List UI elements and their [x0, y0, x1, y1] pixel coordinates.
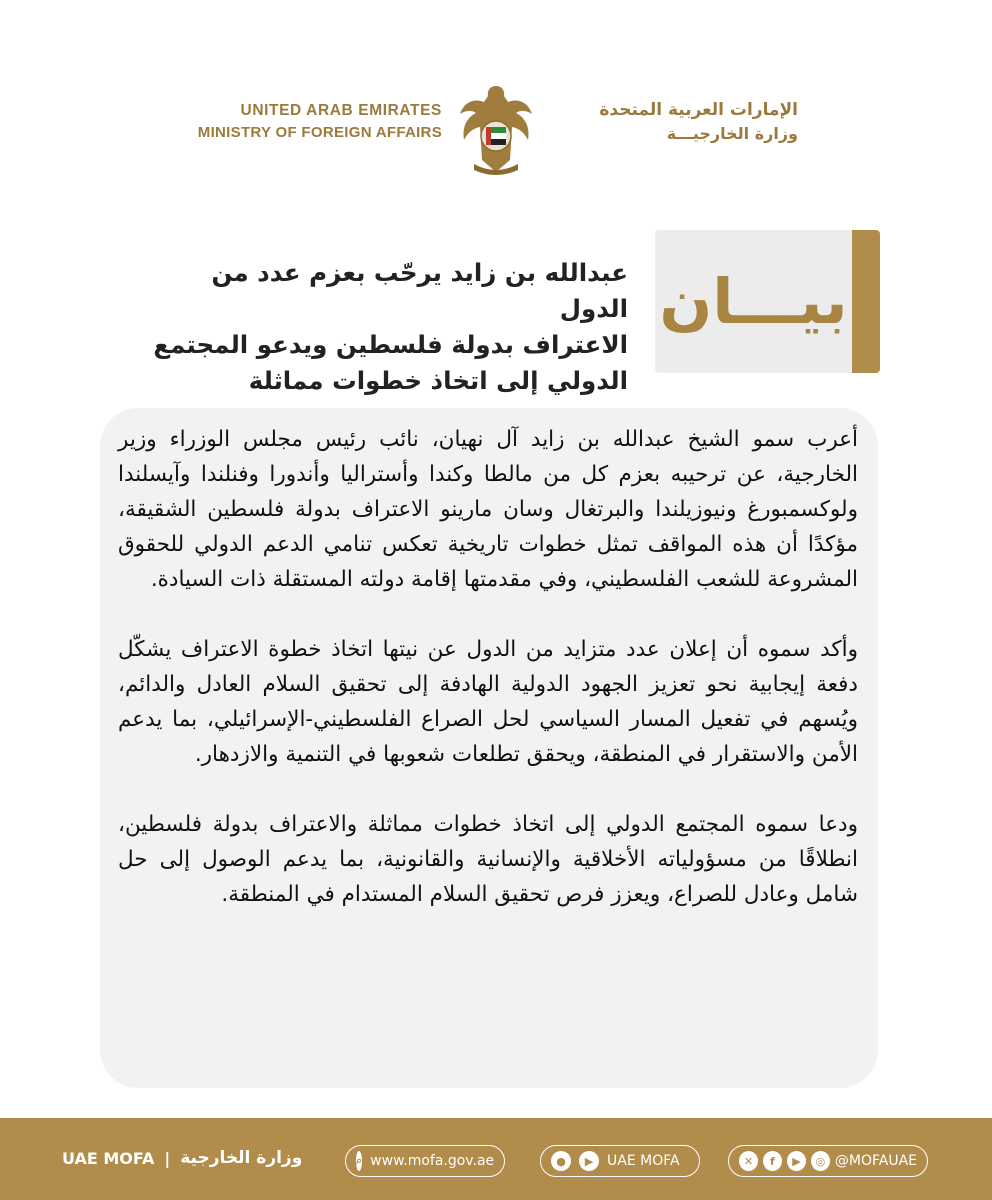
ministry-name-arabic: [548, 98, 798, 146]
page-header: [0, 80, 992, 180]
body-paragraph: وأكد سموه أن إعلان عدد متزايد من الدول عن نيتها اتخاذ خطوة الاعتراف يشكّل دفعة إيجابية نحو تعزيز الجهود الدولية الهادفة إلى تحقيق السلام العادل والدائم، ويُسهم في تفعيل المسار السياسي لحل الصراع الفلسطيني-الإسرائيلي، بما يدعم الأمن والاستقرار في المنطقة، ويحقق تطلعات شعوبها في التنمية والازدهار.: [118, 637, 858, 767]
website-url: www.mofa.gov.ae: [370, 1153, 495, 1169]
title-line: عبدالله بن زايد يرحّب بعزم عدد من الدول: [211, 258, 628, 323]
search-icon: ⌕: [356, 1151, 362, 1171]
website-link[interactable]: [345, 1145, 505, 1177]
facebook-icon[interactable]: f: [763, 1151, 782, 1171]
instagram-icon[interactable]: ◎: [811, 1151, 830, 1171]
page-footer: [0, 1118, 992, 1200]
play-store-icon: ▶: [579, 1151, 599, 1171]
brand-english: UAE MOFA: [62, 1148, 155, 1168]
country-name-ar: الإمارات العربية المتحدة: [599, 100, 798, 120]
x-icon[interactable]: ✕: [739, 1151, 758, 1171]
youtube-icon[interactable]: ▶: [787, 1151, 806, 1171]
body-paragraph: أعرب سمو الشيخ عبدالله بن زايد آل نهيان، نائب رئيس مجلس الوزراء وزير الخارجية، عن ترحيبه بعزم كل من مالطا وكندا وأستراليا وأندورا وفنلندا وآيسلندا ولوكسمبورغ ونيوزيلندا والبرتغال وسان مارينو الاعتراف بدولة فلسطين الشقيقة، مؤكدًا أن هذه المواقف تمثل خطوات تاريخية تعكس تنامي الدعم الدولي للحقوق المشروعة للشعب الفلسطيني، وفي مقدمتها إقامة دولته المستقلة ذات السيادة.: [118, 427, 858, 592]
app-label: UAE MOFA: [607, 1153, 680, 1169]
body-paragraph: ودعا سموه المجتمع الدولي إلى اتخاذ خطوات مماثلة والاعتراف بدولة فلسطين، انطلاقًا من مسؤولياته الأخلاقية والإنسانية والقانونية، بما يدعم الوصول إلى حل شامل وعادل للصراع، ويعزز فرص تحقيق السلام المستدام في المنطقة.: [118, 812, 858, 907]
title-line: الدولي إلى اتخاذ خطوات مماثلة: [248, 366, 628, 395]
badge-accent-bar: [852, 230, 880, 373]
apple-icon: ●: [551, 1151, 571, 1171]
social-links[interactable]: [728, 1145, 928, 1177]
statement-title: [140, 255, 628, 399]
statement-body: [118, 422, 858, 947]
ministry-name-en: MINISTRY OF FOREIGN AFFAIRS: [197, 124, 442, 141]
country-name-en: UNITED ARAB EMIRATES: [240, 102, 442, 119]
brand-arabic: وزارة الخارجية: [180, 1148, 303, 1168]
badge-label: بيـــان: [659, 265, 848, 338]
app-store-link[interactable]: [540, 1145, 700, 1177]
brand-separator: |: [164, 1148, 171, 1168]
ministry-name-ar: وزارة الخارجيـــة: [666, 124, 798, 143]
ministry-name-english: [190, 100, 442, 144]
social-handle: @MOFAUAE: [834, 1153, 917, 1169]
statement-badge: [655, 230, 880, 373]
title-line: الاعتراف بدولة فلسطين ويدعو المجتمع: [153, 330, 628, 359]
footer-brand: [62, 1148, 302, 1168]
uae-emblem-icon: [456, 80, 536, 180]
